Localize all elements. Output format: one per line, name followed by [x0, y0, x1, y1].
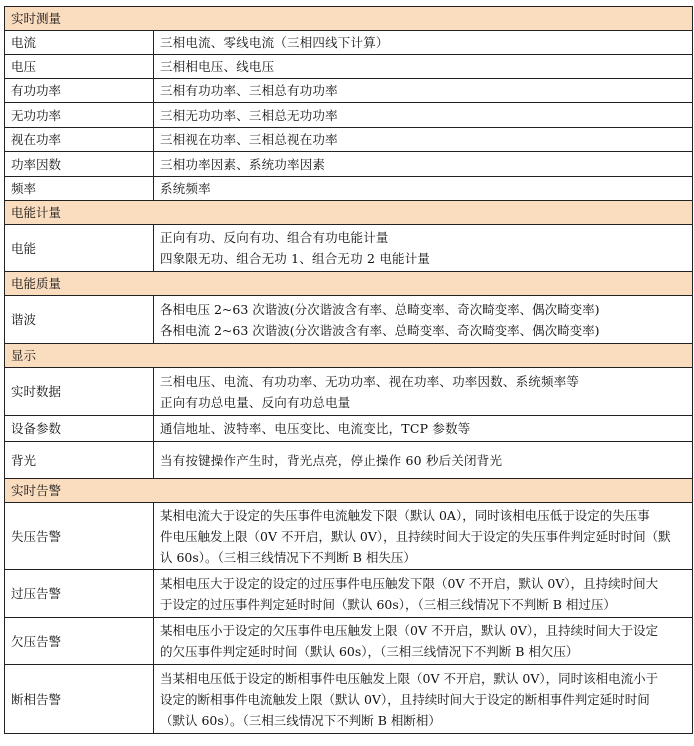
value-line: 正向有功、反向有功、组合有功电能计量	[160, 230, 389, 245]
row-label: 视在功率	[5, 128, 154, 151]
table-row	[5, 225, 692, 272]
table-row	[5, 55, 692, 79]
row-value	[154, 416, 692, 441]
value-line: 于设定的过压事件判定延时时间（默认 60s），（三相三线情况下不判断 B 相过压）	[160, 596, 616, 612]
row-value	[154, 79, 692, 102]
value-line: 某相电压大于设定的设定的过压事件电压触发下限（0V 不开启，默认 0V），且持续时间大	[160, 575, 659, 591]
row-value	[154, 570, 692, 617]
table-row	[5, 570, 692, 618]
value-line: 当有按键操作产生时，背光点亮，停止操作 60 秒后关闭背光	[160, 452, 503, 468]
row-label: 设备参数	[5, 416, 154, 441]
row-value	[154, 177, 692, 200]
value-line: 各相电压 2~63 次谐波(分次谐波含有率、总畸变率、奇次畸变率、偶次畸变率)	[160, 301, 600, 317]
row-label: 欠压告警	[5, 618, 154, 664]
value-line: 某相电流大于设定的失压事件电流触发下限（默认 0A），同时该相电压低于设定的失压事	[160, 507, 650, 523]
table-row	[5, 368, 692, 416]
section-header-quality: 电能质量	[5, 272, 692, 296]
row-label: 失压告警	[5, 503, 154, 569]
value-line: 三相相电压、线电压	[160, 59, 275, 74]
value-line: 认 60s）。（三相三线情况下不判断 B 相失压）	[160, 549, 416, 565]
row-label: 背光	[5, 442, 154, 478]
row-value	[154, 665, 692, 733]
row-label: 频率	[5, 177, 154, 200]
table-row	[5, 665, 692, 733]
value-line: 三相电压、电流、有功功率、无功功率、视在功率、功率因数、系统频率等	[160, 373, 580, 389]
row-value	[154, 31, 692, 54]
table-row	[5, 152, 692, 177]
value-line: （默认 60s）。（三相三线情况下不判断 B 相断相）	[160, 712, 441, 728]
value-line: 各相电流 2~63 次谐波(分次谐波含有率、总畸变率、奇次畸变率、偶次畸变率)	[160, 322, 600, 338]
row-label: 谐波	[5, 296, 154, 343]
table-row	[5, 128, 692, 152]
row-label: 电压	[5, 55, 154, 78]
value-line: 件电压触发上限（0V 不开启，默认 0V），且持续时间大于设定的失压事件判定延时时间（默	[160, 528, 671, 544]
row-value	[154, 128, 692, 151]
section-header-alarm: 实时告警	[5, 479, 692, 503]
value-line: 系统频率	[160, 181, 211, 196]
table-row	[5, 416, 692, 442]
row-value	[154, 296, 692, 343]
row-value	[154, 103, 692, 127]
value-line: 的欠压事件判定延时时间（默认 60s），（三相三线情况下不判断 B 相欠压）	[160, 644, 579, 659]
table-row	[5, 503, 692, 570]
value-line: 某相电压小于设定的欠压事件电压触发上限（0V 不开启，默认 0V），且持续时间大于设定	[160, 623, 659, 638]
row-value	[154, 225, 692, 271]
row-label: 电流	[5, 31, 154, 54]
row-label: 功率因数	[5, 152, 154, 176]
table-row	[5, 442, 692, 479]
value-line: 三相无功功率、三相总无功功率	[160, 107, 338, 123]
row-value	[154, 442, 692, 478]
spec-table	[4, 6, 693, 734]
value-line: 四象限无功、组合无功 1、组合无功 2 电能计量	[160, 251, 431, 266]
value-line: 当某相电压低于设定的断相事件电压触发上限（0V 不开启，默认 0V），同时该相电流小于	[160, 670, 659, 686]
row-label: 有功功率	[5, 79, 154, 102]
row-value	[154, 55, 692, 78]
value-line: 三相功率因素、系统功率因素	[160, 156, 326, 172]
row-value	[154, 503, 692, 569]
table-row	[5, 79, 692, 103]
value-line: 三相电流、零线电流（三相四线下计算）	[160, 35, 389, 50]
section-header-realtime: 实时测量	[5, 7, 692, 31]
section-header-display: 显示	[5, 344, 692, 368]
row-value	[154, 368, 692, 415]
row-label: 过压告警	[5, 570, 154, 617]
table-row	[5, 103, 692, 128]
row-value	[154, 152, 692, 176]
row-value	[154, 618, 692, 664]
row-label: 实时数据	[5, 368, 154, 415]
value-line: 设定的断相事件电流触发上限（默认 0V），且持续时间大于设定的断相事件判定延时时间	[160, 691, 650, 707]
section-header-energy: 电能计量	[5, 201, 692, 225]
table-row	[5, 177, 692, 201]
row-label: 断相告警	[5, 665, 154, 733]
table-row	[5, 296, 692, 344]
value-line: 三相视在功率、三相总视在功率	[160, 132, 338, 147]
value-line: 通信地址、波特率、电压变比、电流变比，TCP 参数等	[160, 421, 471, 436]
table-row	[5, 31, 692, 55]
row-label: 无功功率	[5, 103, 154, 127]
value-line: 正向有功总电量、反向有功总电量	[160, 394, 351, 410]
table-row	[5, 618, 692, 665]
value-line: 三相有功功率、三相总有功功率	[160, 83, 338, 98]
row-label: 电能	[5, 225, 154, 271]
